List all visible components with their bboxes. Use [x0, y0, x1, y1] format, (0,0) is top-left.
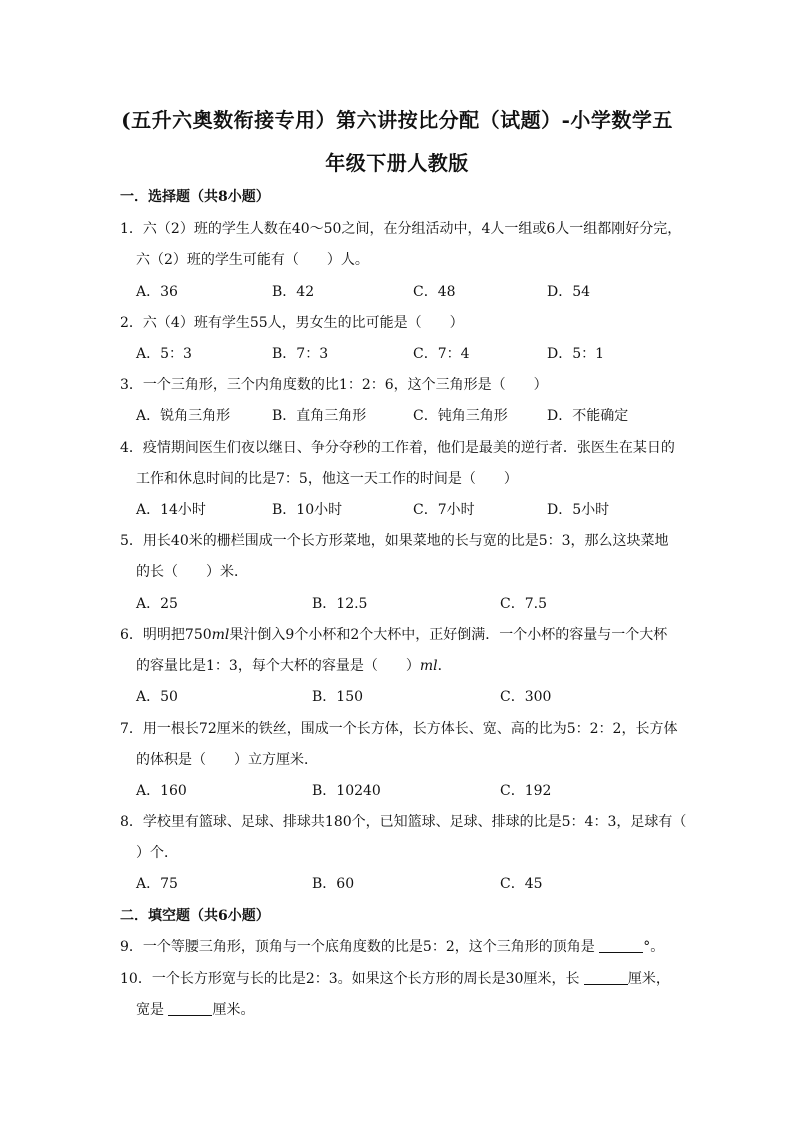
question-10-line1	[120, 968, 670, 988]
q3-option-a: A．锐角三角形	[136, 408, 231, 424]
q2-option-a: A．5：3	[136, 346, 192, 362]
question-text: 疫情期间医生们夜以继日、争分夺秒的工作着，他们是最美的逆行者．张医生在某日的	[142, 440, 675, 456]
question-text: 六（2）班的学生人数在40～50之间，在分组活动中，4人一组或6人一组都刚好分完，	[142, 221, 682, 237]
question-text: °。	[643, 939, 665, 955]
question-text: ．	[437, 658, 452, 674]
unit-ml: ml	[211, 627, 230, 643]
question-number: 8．	[120, 814, 143, 830]
question-text: 明明把750	[142, 627, 212, 643]
question-1-line1	[120, 218, 681, 238]
question-text: 六（4）班有学生55人，男女生的比可能是（ ）	[142, 315, 464, 331]
question-10-line2	[136, 999, 254, 1019]
question-number: 4．	[120, 440, 143, 456]
question-number: 6．	[120, 627, 143, 643]
question-text: 学校里有篮球、足球、排球共180个，已知篮球、足球、排球的比是5：4：3，足球有（	[142, 814, 687, 830]
q1-option-a: A．36	[136, 284, 178, 300]
q7-option-b: B．10240	[312, 783, 381, 799]
question-text: 用长40米的栅栏围成一个长方形菜地，如果菜地的长与宽的比是5：3，那么这块菜地	[142, 533, 669, 549]
q1-option-d: D．54	[547, 284, 591, 300]
q2-option-b: B．7：3	[272, 346, 329, 362]
question-text: 一个等腰三角形，顶角与一个底角度数的比是5：2，这个三角形的顶角是	[142, 939, 600, 955]
question-8-line2: ）个．	[136, 845, 178, 861]
q5-option-a: A．25	[136, 596, 178, 612]
question-5-line1	[120, 530, 669, 550]
answer-blank	[599, 938, 643, 953]
question-8-line1	[120, 811, 686, 831]
question-9-line1	[120, 936, 664, 956]
q7-option-a: A．160	[136, 783, 187, 799]
question-number: 5．	[120, 533, 143, 549]
document-title-line2: 年级下册人教版	[325, 151, 469, 175]
question-text: 厘米。	[212, 1002, 255, 1018]
q1-option-b: B．42	[272, 284, 315, 300]
question-number: 9．	[120, 939, 143, 955]
question-4-line1	[120, 437, 675, 457]
q4-option-b: B．10小时	[272, 502, 343, 518]
document-title-line1: (五升六奥数衔接专用）第六讲按比分配（试题）-小学数学五	[121, 108, 673, 132]
section-heading-choice: 一．选择题（共8小题）	[120, 189, 270, 205]
q2-option-d: D．5：1	[547, 346, 605, 362]
question-text: 厘米，	[627, 971, 670, 987]
q4-option-a: A．14小时	[136, 502, 206, 518]
question-3-line1	[120, 374, 548, 394]
question-text: 的容量比是1：3，每个大杯的容量是（ ）	[136, 658, 420, 674]
question-text: 一个三角形，三个内角度数的比1：2：6，这个三角形是（ ）	[142, 377, 548, 393]
q4-option-c: C．7小时	[413, 502, 475, 518]
q7-option-c: C．192	[500, 783, 552, 799]
q1-option-c: C．48	[413, 284, 456, 300]
question-2-line1	[120, 312, 464, 332]
q3-option-c: C．钝角三角形	[413, 408, 508, 424]
q6-option-c: C．300	[500, 689, 552, 705]
question-7-line1	[120, 718, 677, 738]
q8-option-c: C．45	[500, 876, 543, 892]
question-number: 3．	[120, 377, 143, 393]
answer-blank	[168, 1001, 212, 1016]
question-6-line1	[120, 624, 667, 644]
unit-ml: ml	[419, 658, 438, 674]
answer-blank	[584, 970, 628, 985]
question-number: 2．	[120, 315, 143, 331]
question-text: 宽是	[136, 1002, 169, 1018]
q5-option-c: C．7.5	[500, 596, 547, 612]
q6-option-a: A．50	[136, 689, 178, 705]
question-text: 用一根长72厘米的铁丝，围成一个长方体，长方体长、宽、高的比为5：2：2，长方体	[142, 721, 678, 737]
question-text: 果汁倒入9个小杯和2个大杯中，正好倒满．一个小杯的容量与一个大杯	[229, 627, 668, 643]
q6-option-b: B．150	[312, 689, 364, 705]
q5-option-b: B．12.5	[312, 596, 368, 612]
q3-option-d: D．不能确定	[547, 408, 629, 424]
q3-option-b: B．直角三角形	[272, 408, 367, 424]
question-6-line2	[136, 655, 452, 675]
q8-option-b: B．60	[312, 876, 355, 892]
question-number: 1．	[120, 221, 143, 237]
question-1-line2: 六（2）班的学生可能有（ ）人。	[136, 252, 369, 268]
q4-option-d: D．5小时	[547, 502, 610, 518]
question-7-line2: 的体积是（ ）立方厘米．	[136, 752, 318, 768]
question-number: 10．	[120, 971, 152, 987]
question-4-line2: 工作和休息时间的比是7：5，他这一天工作的时间是（ ）	[136, 471, 518, 487]
question-number: 7．	[120, 721, 143, 737]
section-heading-fill: 二．填空题（共6小题）	[120, 908, 270, 924]
q2-option-c: C．7：4	[413, 346, 470, 362]
q8-option-a: A．75	[136, 876, 178, 892]
question-text: 一个长方形宽与长的比是2：3。如果这个长方形的周长是30厘米，长	[151, 971, 584, 987]
question-5-line2: 的长（ ）米．	[136, 564, 248, 580]
